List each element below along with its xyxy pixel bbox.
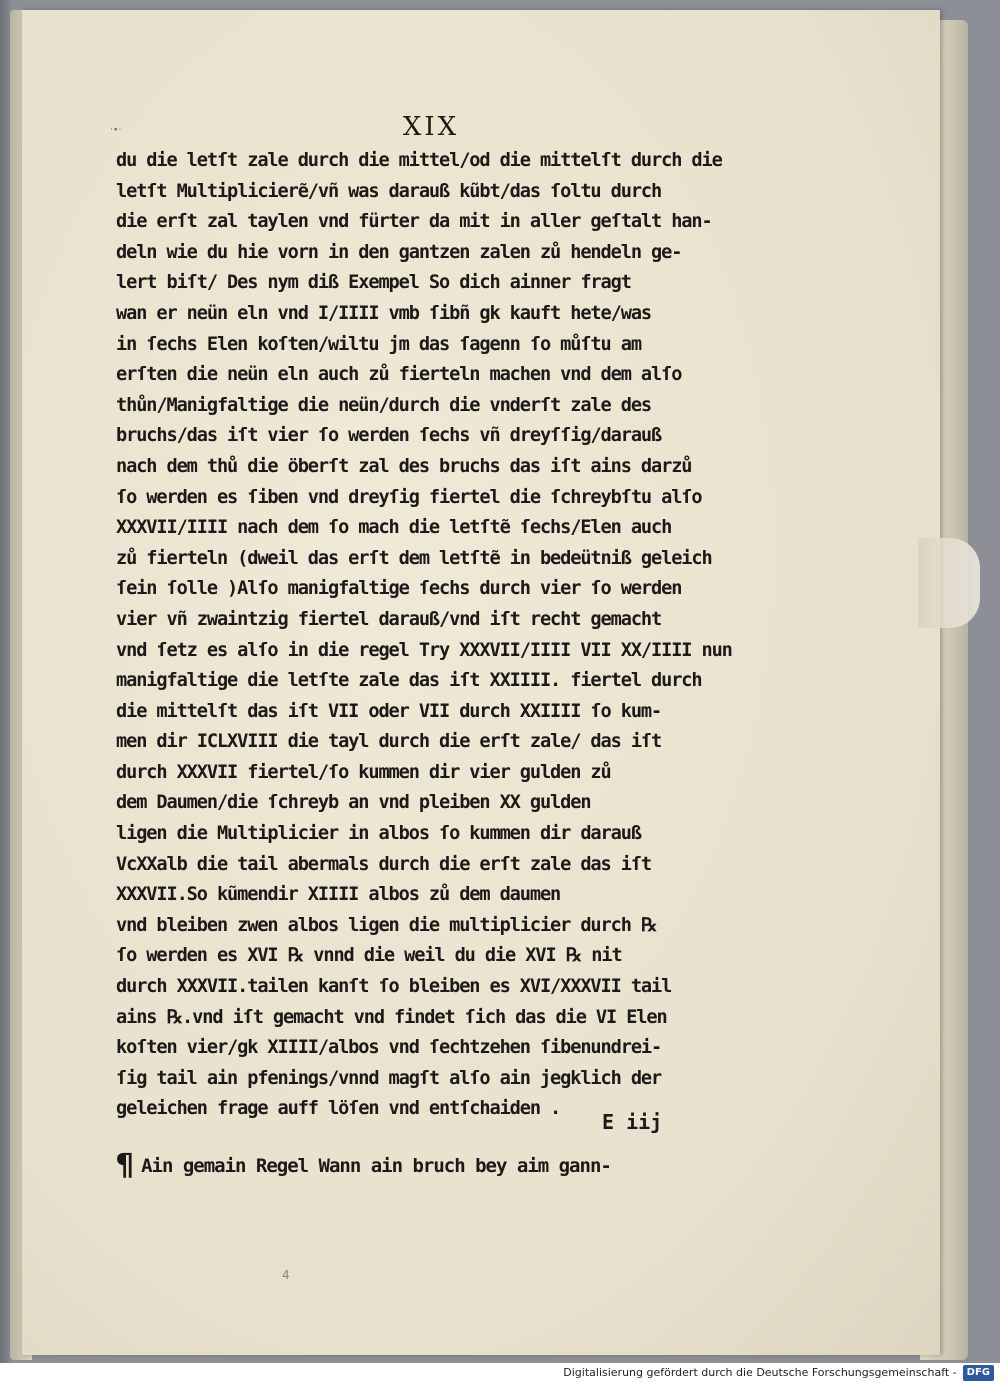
text-line: ligen die Multiplicier in albos ſo kummen dir darauß — [116, 823, 641, 845]
text-line: die erſt zal taylen vnd fürter da mit in aller geſtalt han- — [116, 211, 712, 233]
text-line: bruchs/das iſt vier ſo werden ſechs vñ dreyſſig/darauß — [116, 425, 662, 447]
text-line: du die letſt zale durch die mittel/od die mittelſt durch die — [116, 150, 722, 171]
text-line: XXXVII/IIII nach dem ſo mach die letſtẽ ſechs/Elen auch — [116, 517, 672, 539]
text-line: koſten vier/gk XIIII/albos vnd ſechtzehen ſibenundrei- — [116, 1037, 662, 1059]
text-line: men dir ICLXVIII die tayl durch die erſt zale/ das iſt — [116, 731, 662, 753]
text-line: durch XXXVII.tailen kanſt ſo bleiben es XVI/XXXVII tail — [116, 976, 672, 998]
catchword: E iij — [602, 1110, 663, 1134]
text-line: nach dem thů die öberſt zal des bruchs das iſt ains darzů — [116, 455, 692, 477]
text-line: vnd bleiben zwen albos ligen die multiplicier durch ℞ — [116, 914, 657, 936]
text-line: dem Daumen/die ſchreyb an vnd pleiben XX gulden — [116, 792, 591, 814]
text-line: ains ℞.vnd iſt gemacht vnd findet ſich das die VI Elen — [116, 1006, 667, 1028]
text-line: die mittelſt das iſt VII oder VII durch XXIIII ſo kum- — [116, 700, 662, 722]
page-clip — [918, 538, 980, 628]
text-line: erſten die neün eln auch zů fierteln machen vnd dem alſo — [116, 364, 682, 386]
text-line: ſein ſolle )Alſo manigfaltige ſechs durch vier ſo werden — [116, 578, 682, 600]
text-lines — [116, 146, 732, 1125]
text-line: ſo werden es XVI ℞ vnnd die weil du die XVI ℞ nit — [116, 945, 622, 967]
folio-number: XIX — [402, 112, 460, 142]
text-line: thůn/Manigfaltige die neün/durch die vnderſt zale des — [116, 394, 652, 416]
text-line: lert biſt/ Des nym diß Exempel So dich ainner fragt — [116, 272, 631, 294]
text-line: VcXXalb die tail abermals durch die erſt zale das iſt — [116, 853, 652, 875]
text-block — [116, 112, 732, 1183]
pilcrow-icon: ¶ — [116, 1148, 134, 1183]
text-line: deln wie du hie vorn in den gantzen zalen zů hendeln ge- — [116, 241, 682, 263]
rubric-text: Ain gemain Regel Wann ain bruch bey aim gann- — [141, 1155, 611, 1177]
ink-speck: ·∙· — [110, 125, 122, 135]
rubric-line — [116, 1148, 716, 1183]
text-line: XXXVII.So kũmendir XIIII albos zů dem daumen — [116, 884, 561, 906]
text-line: durch XXXVII fiertel/ſo kummen dir vier gulden zů — [116, 761, 611, 783]
text-line: letſt Multiplicierẽ/vñ was darauß kũbt/das ſoltu durch — [116, 180, 662, 202]
text-line: geleichen frage auff löſen vnd entſchaiden . — [116, 1098, 561, 1120]
text-line: vier vñ zwaintzig fiertel darauß/vnd iſt recht gemacht — [116, 608, 662, 630]
text-line: ſo werden es ſiben vnd dreyſig fiertel die ſchreybſtu alſo — [116, 486, 702, 508]
text-line: vnd ſetz es alſo in die regel Try XXXVII/IIII VII XX/IIII nun — [116, 639, 732, 661]
text-line: zů fierteln (dweil das erſt dem letſtẽ in bedeütniß geleich — [116, 547, 712, 569]
text-line: manigfaltige die letſte zale das iſt XXIIII. fiertel durch — [116, 670, 702, 692]
footer-bar — [0, 1363, 1000, 1383]
footer-credit: Digitalisierung gefördert durch die Deutsche Forschungsgemeinschaft - — [563, 1366, 957, 1379]
text-line: ſig tail ain pfenings/vnnd magſt alſo ain jegklich der — [116, 1067, 662, 1089]
text-line: in ſechs Elen koſten/wiltu jm das ſagenn ſo můſtu am — [116, 333, 641, 355]
pencil-note: 4 — [282, 1268, 290, 1282]
dfg-logo: DFG — [963, 1365, 994, 1381]
text-line: wan er neün eln vnd I/IIII vmb ſibñ gk kauft hete/was — [116, 302, 652, 324]
